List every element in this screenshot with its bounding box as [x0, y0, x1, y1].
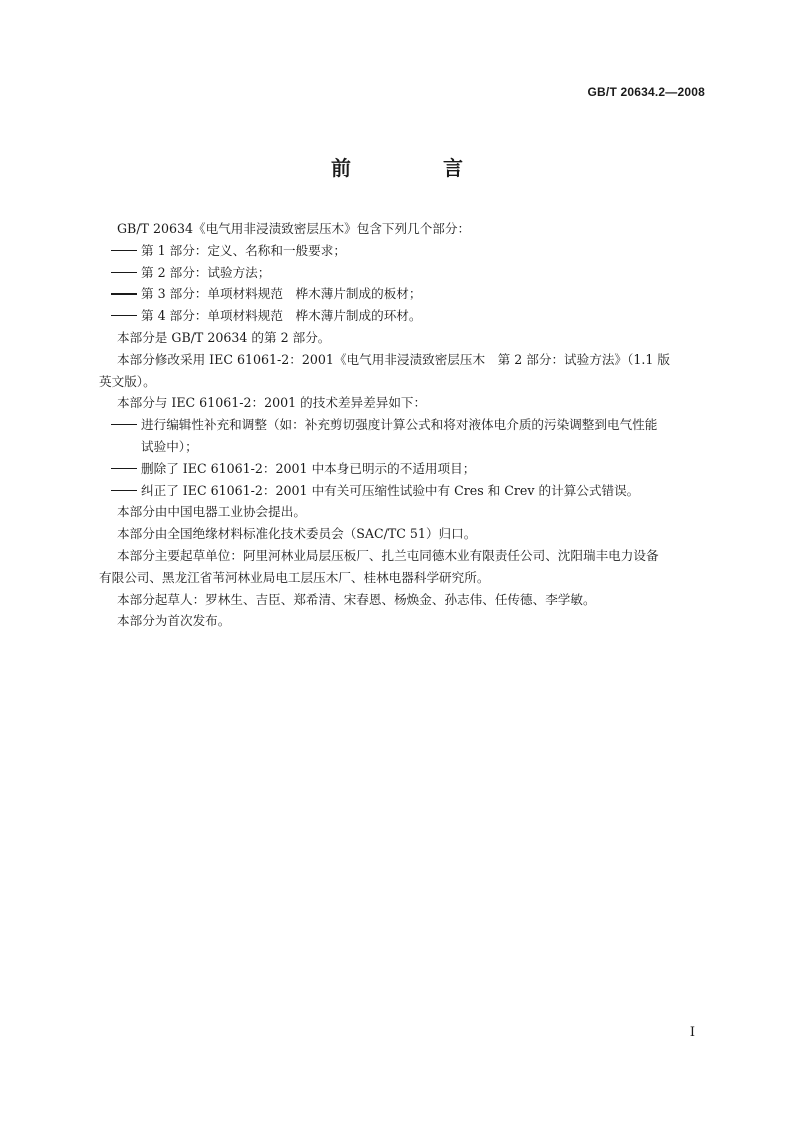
this-part-paragraph: 本部分是 GB/T 20634 的第 2 部分。 [117, 329, 331, 345]
proposed-by-paragraph: 本部分由中国电器工业协会提出。 [117, 504, 306, 520]
differences-intro: 本部分与 IEC 61061-2：2001 的技术差异差异如下： [117, 395, 427, 411]
adoption-paragraph-line2: 英文版）。 [99, 373, 156, 389]
standard-code: GB/T 20634.2—2008 [587, 85, 705, 99]
drafting-units-line2: 有限公司、黑龙江省苇河林业局电工层压木厂、桂林电器科学研究所。 [99, 569, 490, 585]
dash-mark [111, 272, 137, 273]
foreword-body [99, 218, 707, 632]
centralized-by-paragraph: 本部分由全国绝缘材料标准化技术委员会（SAC/TC 51）归口。 [117, 526, 477, 542]
page-number: I [689, 1025, 695, 1040]
part-list-item: 第 4 部分：单项材料规范 桦木薄片制成的环材。 [111, 305, 707, 327]
difference-list-item: 进行编辑性补充和调整（如：补充剪切强度计算公式和将对液体电介质的污染调整到电气性能 [111, 414, 707, 436]
first-release-paragraph: 本部分为首次发布。 [117, 613, 231, 629]
dash-mark [111, 315, 137, 316]
dash-mark [111, 490, 137, 491]
part-list-item: 第 1 部分：定义、名称和一般要求； [111, 240, 707, 262]
difference-list-item-continuation: 试验中）； [141, 438, 198, 454]
difference-list-item: 纠正了 IEC 61061-2：2001 中有关可压缩性试验中有 Cres 和 Crev 的计算公式错误。 [111, 480, 707, 502]
dash-mark [111, 293, 137, 294]
intro-paragraph: GB/T 20634《电气用非浸渍致密层压木》包含下列几个部分： [117, 221, 471, 236]
page-title: 前 言 [331, 156, 499, 180]
drafting-units-line1: 本部分主要起草单位：阿里河林业局层压板厂、扎兰屯同德木业有限责任公司、沈阳瑞丰电力设备 [117, 547, 659, 563]
adoption-paragraph-line1: 本部分修改采用 IEC 61061-2：2001《电气用非浸渍致密层压木 第 2 部分：试验方法》（1.1 版 [117, 351, 670, 367]
dash-mark [111, 424, 137, 425]
part-list-item: 第 3 部分：单项材料规范 桦木薄片制成的板材； [111, 283, 707, 305]
difference-list-item: 删除了 IEC 61061-2：2001 中本身已明示的不适用项目； [111, 458, 707, 480]
drafters-paragraph: 本部分起草人：罗林生、吉臣、郑希清、宋春恩、杨焕金、孙志伟、任传德、李学敏。 [117, 591, 596, 607]
dash-mark [111, 250, 137, 251]
part-list-item: 第 2 部分：试验方法； [111, 262, 707, 284]
dash-mark [111, 468, 137, 469]
